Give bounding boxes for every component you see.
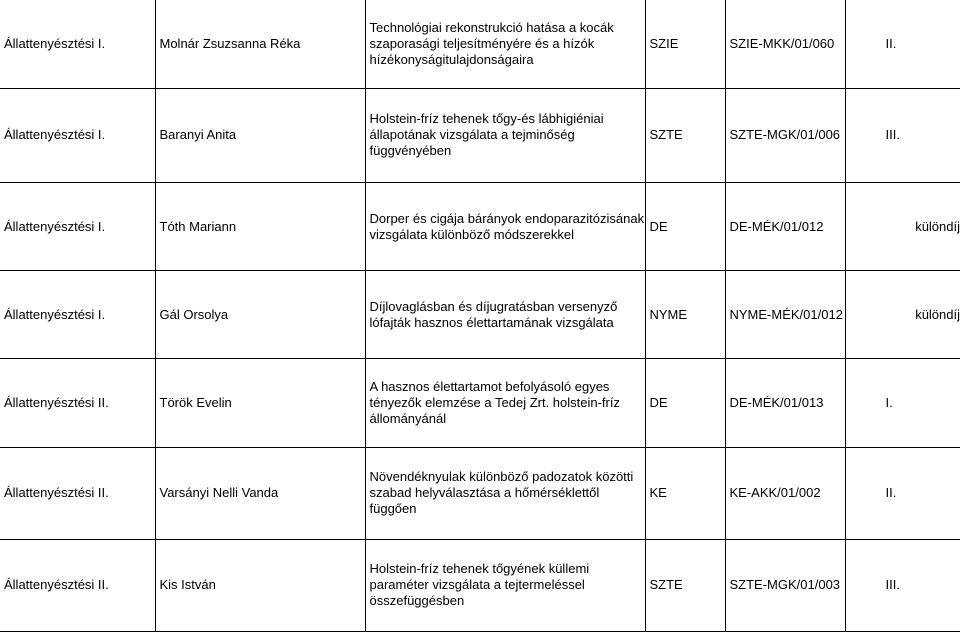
institution-cell: SZTE [645, 539, 725, 631]
prize-cell: II. [885, 35, 897, 51]
table-row [0, 271, 960, 359]
thesis-title-cell: Holstein-fríz tehenek tőgy-és lábhigiéniai állapotának vizsgálata a tejminőség függvényében [365, 88, 645, 182]
student-name-cell: Tóth Mariann [155, 182, 365, 270]
institution-cell: SZTE [645, 88, 725, 182]
thesis-title-cell: Dorper és cigája bárányok endoparazitózisának vizsgálata különböző módszerekkel [365, 182, 645, 270]
student-name-cell: Gál Orsolya [155, 271, 365, 359]
entry-code-cell: SZTE-MGK/01/006 [725, 88, 845, 182]
student-name-cell: Varsányi Nelli Vanda [155, 447, 365, 539]
section-cell: Állattenyésztési II. [0, 359, 155, 447]
table-row [0, 182, 960, 270]
thesis-title-cell: A hasznos élettartamot befolyásoló egyes tényezők elemzése a Tedej Zrt. holstein-fríz állományánál [365, 359, 645, 447]
institution-cell: DE [645, 359, 725, 447]
table-row [0, 359, 960, 447]
prize-cell: II. [845, 447, 960, 539]
institution-cell: DE [645, 182, 725, 270]
entry-code-cell: NYME-MÉK/01/012 [725, 271, 845, 359]
section-cell: Állattenyésztési II. [0, 539, 155, 631]
student-name-cell: Török Evelin [155, 359, 365, 447]
student-name-cell: Kis István [155, 539, 365, 631]
prize-cell: I. [845, 359, 960, 447]
prize-cell: III. [845, 88, 960, 182]
entry-code-cell: SZTE-MGK/01/003 [725, 539, 845, 631]
institution-cell: NYME [645, 271, 725, 359]
entry-code-cell: KE-AKK/01/002 [725, 447, 845, 539]
section-cell: Állattenyésztési I. [0, 0, 155, 88]
thesis-title-cell: Holstein-fríz tehenek tőgyének küllemi paraméter vizsgálata a tejtermeléssel összefüggésben [365, 539, 645, 631]
entry-code-cell: SZIE-MKK/01/060 [725, 0, 845, 88]
section-cell: Állattenyésztési II. [0, 447, 155, 539]
prize-cell: különdíj [845, 271, 960, 359]
entry-code-cell: DE-MÉK/01/013 [725, 359, 845, 447]
table-row [0, 447, 960, 539]
thesis-title-cell: Növendéknyulak különböző padozatok közötti szabad helyválasztása a hőmérséklettől függően [365, 447, 645, 539]
section-cell: Állattenyésztési I. [0, 271, 155, 359]
student-name-cell: Baranyi Anita [155, 88, 365, 182]
institution-cell: KE [645, 447, 725, 539]
table-row [0, 0, 960, 88]
section-cell: Állattenyésztési I. [0, 182, 155, 270]
institution-cell: SZIE [645, 0, 725, 88]
table-row [0, 539, 960, 631]
student-name-cell: Molnár Zsuzsanna Réka [155, 0, 365, 88]
table-row [0, 88, 960, 182]
section-cell: Állattenyésztési I. [0, 88, 155, 182]
thesis-title-cell: Technológiai rekonstrukció hatása a kocák szaporasági teljesítményére és a hízók hízékonyságitulajdonságaira [365, 0, 645, 88]
prize-cell: III. [845, 539, 960, 631]
thesis-title-cell: Díjlovaglásban és díjugratásban versenyző lófajták hasznos élettartamának vizsgálata [365, 271, 645, 359]
prize-cell: különdíj [845, 182, 960, 270]
entry-code-cell: DE-MÉK/01/012 [725, 182, 845, 270]
